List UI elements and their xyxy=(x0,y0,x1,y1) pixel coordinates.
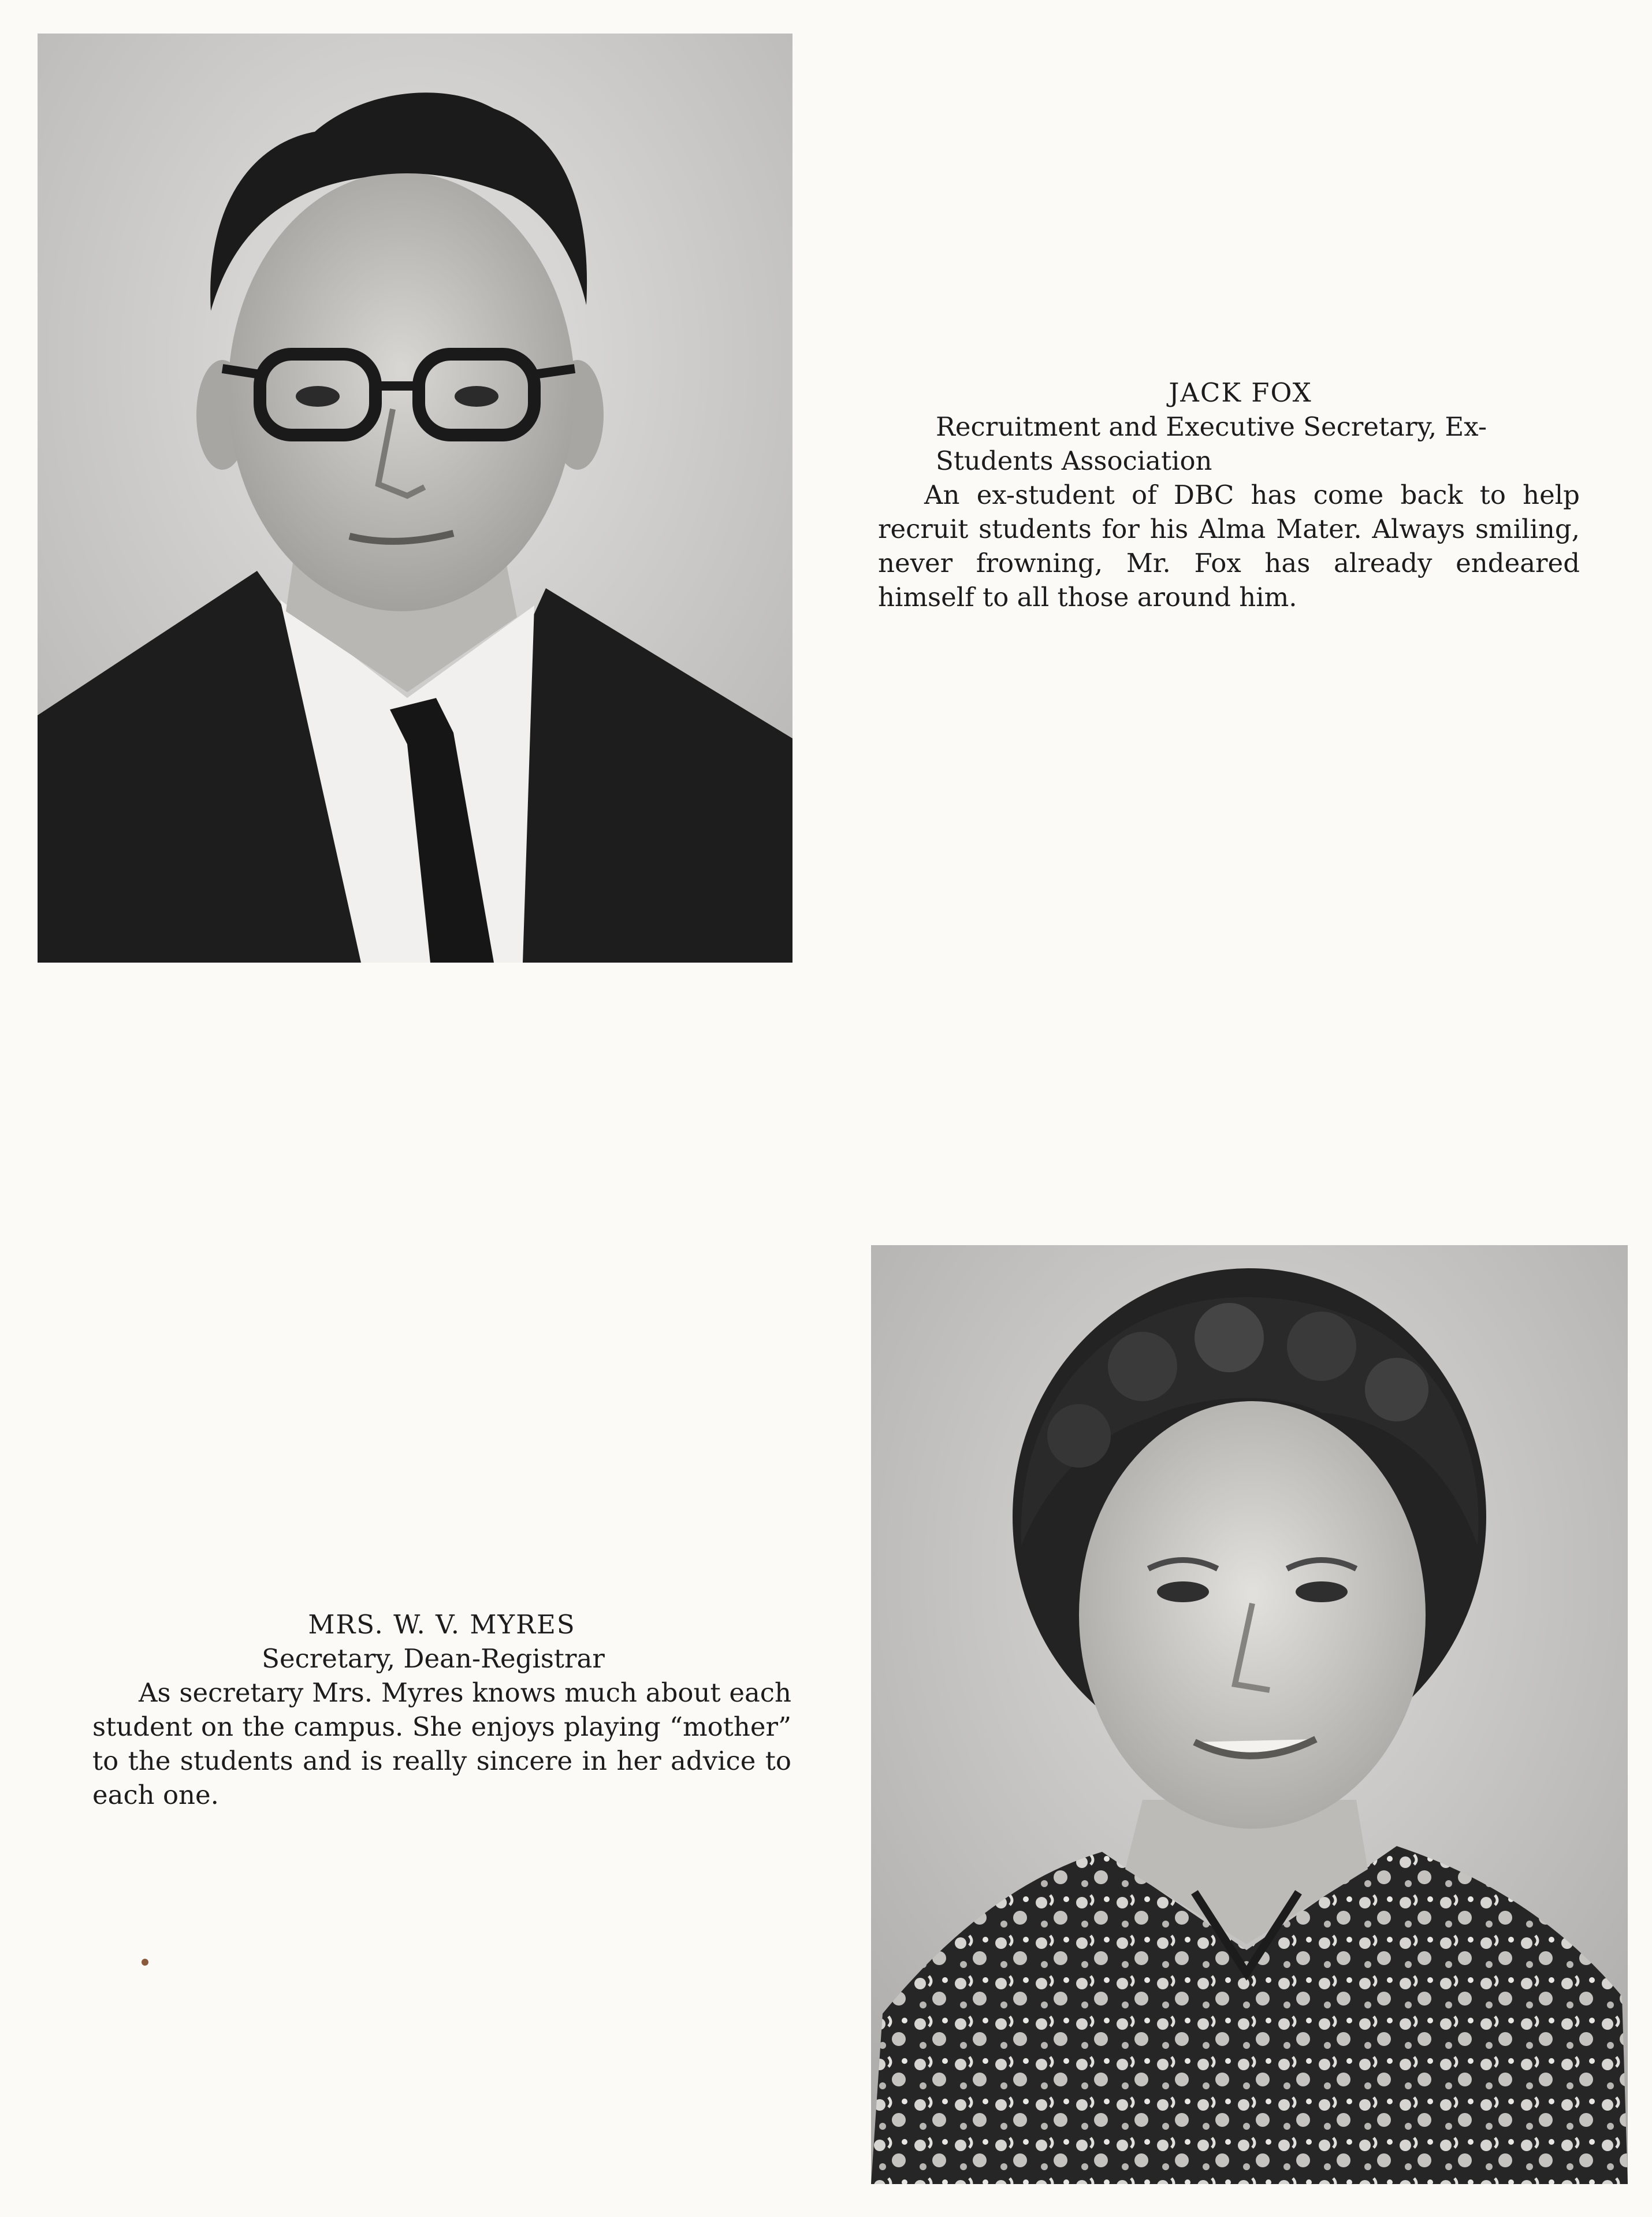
profile-title: Recruitment and Executive Secretary, Ex-Students Association xyxy=(936,411,1487,476)
caption-jack-fox xyxy=(878,376,1580,614)
profile-name: MRS. W. V. MYRES xyxy=(308,1609,576,1640)
portrait-mrs-myres xyxy=(871,1245,1628,2184)
profile-description: As secretary Mrs. Myres knows much about each student on the campus. She enjoys playing “mother” to the students and is really sincere in her advice to each one. xyxy=(92,1677,791,1810)
profile-description: An ex-student of DBC has come back to help recruit students for his Alma Mater. Always smiling, never frowning, Mr. Fox has already endeared himself to all those around him. xyxy=(878,480,1580,612)
portrait-jack-fox xyxy=(38,34,792,963)
caption-mrs-myres xyxy=(92,1607,791,1812)
profile-title: Secretary, Dean-Registrar xyxy=(262,1643,605,1674)
ink-speck xyxy=(142,1959,148,1966)
profile-name: JACK FOX xyxy=(1169,377,1312,408)
